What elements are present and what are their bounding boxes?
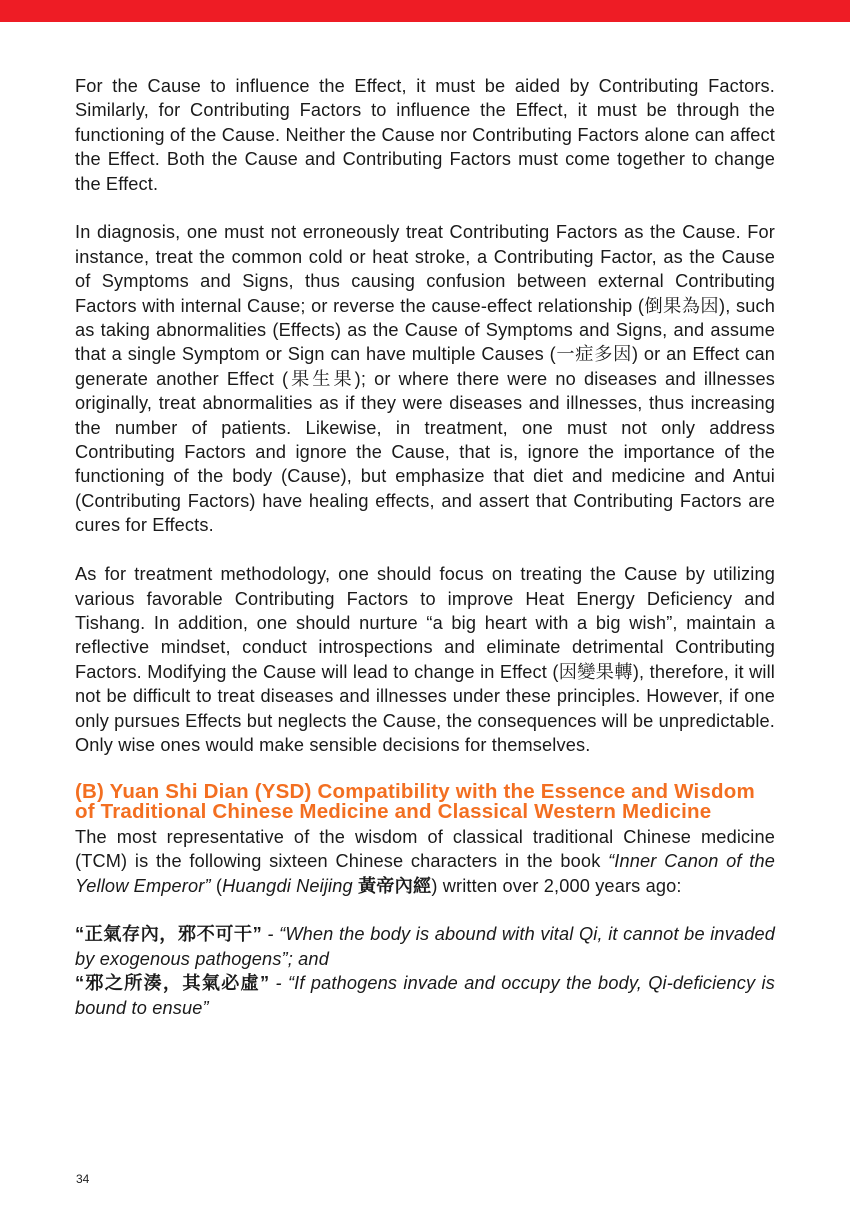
page-content: [75, 74, 775, 1020]
intro-end: ) written over 2,000 years ago:: [431, 875, 682, 896]
quote-separator: -: [269, 973, 288, 994]
intro-text: The most representative of the wisdom of classical traditional Chinese medicine (TCM) is the following sixteen Chinese characters in the book: [75, 826, 775, 872]
top-accent-bar: [0, 0, 850, 22]
quote-vital-qi: [75, 922, 775, 971]
paragraph-diagnosis: In diagnosis, one must not erroneously treat Contributing Factors as the Cause. For instance, treat the common cold or heat stroke, a Contributing Factor, as the Cause of Symptoms and Signs, thus causing confusion between external Contributing Factors with internal Cause; or reverse the cause-effect relationship (倒果為因), such as taking abnormalities (Effects) as the Cause of Symptoms and Signs, and assume that a single Symptom or Sign can have multiple Causes (一症多因) or an Effect can generate another Effect (果生果); or where there were no diseases and illnesses originally, treat abnormalities as if they were diseases and illnesses, thus increasing the number of patients. Likewise, in treatment, one must not only address Contributing Factors and ignore the Cause, that is, ignore the importance of the functioning of the body (Cause), but emphasize that diet and medicine and Antui (Contributing Factors) have healing effects, and assert that Contributing Factors are cures for Effects.: [75, 222, 775, 536]
paragraph-treatment: As for treatment methodology, one should focus on treating the Cause by utilizing various favorable Contributing Factors to improve Heat Energy Deficiency and Tishang. In addition, one should nurture “a big heart with a big wish”, maintain a reflective mindset, conduct introspections and eliminate detrimental Contributing Factors. Modifying the Cause will lead to change in Effect (因變果轉), therefore, it will not be difficult to treat diseases and illnesses under these principles. However, if one only pursues Effects but neglects the Cause, the consequences will be unpredictable. Only wise ones would make sensible decisions for themselves.: [75, 564, 775, 755]
section-heading: (B) Yuan Shi Dian (YSD) Compatibility with the Essence and Wisdom of Traditional Chinese Medicine and Classical Western Medicine: [75, 779, 755, 824]
paragraph-intro: [75, 825, 775, 898]
page-number: 34: [76, 1172, 90, 1186]
quote-separator: -: [261, 924, 280, 945]
book-pinyin: Huangdi Neijing: [222, 875, 353, 896]
book-title: “Inner Canon of the Yellow Emperor”: [75, 851, 775, 896]
quote-english: “When the body is abound with vital Qi, it cannot be invaded by exogenous pathogens”; and: [75, 924, 775, 969]
book-chinese: 黃帝內經: [352, 875, 432, 896]
intro-paren: (: [210, 875, 223, 896]
quote-pathogens: [75, 971, 775, 1020]
paragraph-cause-effect: For the Cause to influence the Effect, it must be aided by Contributing Factors. Similarly, for Contributing Factors to influence the Effect, it must be through the functioning of the Cause. Neither the Cause nor Contributing Factors alone can affect the Effect. Both the Cause and Contributing Factors must come together to change the Effect.: [75, 76, 775, 194]
quote-chinese: “正氣存內，邪不可干”: [75, 924, 262, 945]
quote-chinese: “邪之所湊，其氣必虛”: [75, 973, 270, 994]
quote-english: “If pathogens invade and occupy the body, Qi-deficiency is bound to ensue”: [75, 973, 775, 1018]
